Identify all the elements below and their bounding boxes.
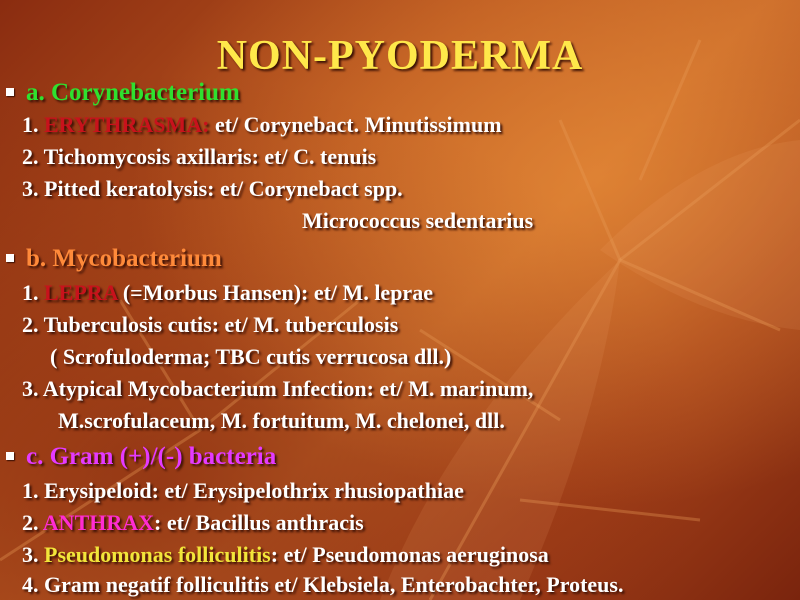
section-a-header-text: a. Corynebacterium <box>26 79 240 106</box>
list-item: 1. ERYTHRASMA: et/ Corynebact. Minutissimum <box>22 112 502 137</box>
list-item-continuation: Micrococcus sedentarius <box>302 208 534 233</box>
list-item-continuation: ( Scrofuloderma; TBC cutis verrucosa dll.) <box>50 344 452 369</box>
list-item: 1. Erysipeloid: et/ Erysipelothrix rhusiopathiae <box>22 478 464 503</box>
list-item: 3. Atypical Mycobacterium Infection: et/ M. marinum, <box>22 376 534 401</box>
section-a-header <box>0 78 240 108</box>
list-item: 2. Tuberculosis cutis: et/ M. tuberculosis <box>22 312 399 337</box>
list-item: 2. ANTHRAX: et/ Bacillus anthracis <box>22 510 364 535</box>
section-b-header-text: b. Mycobacterium <box>26 245 222 272</box>
keyword-erythrasma: ERYTHRASMA: <box>44 112 210 137</box>
list-item-continuation: M.scrofulaceum, M. fortuitum, M. chelonei, dll. <box>58 408 505 433</box>
square-bullet-icon <box>6 452 14 460</box>
list-item: 1. LEPRA (=Morbus Hansen): et/ M. leprae <box>22 280 433 305</box>
list-item: 3. Pitted keratolysis: et/ Corynebact spp. <box>22 176 403 201</box>
section-c-header <box>0 442 276 472</box>
list-item: 4. Gram negatif folliculitis et/ Klebsiela, Enterobachter, Proteus. <box>22 572 624 597</box>
list-item: 3. Pseudomonas folliculitis: et/ Pseudomonas aeruginosa <box>22 542 549 567</box>
section-c-header-text: c. Gram (+)/(-) bacteria <box>26 443 277 470</box>
keyword-pseudomonas-folliculitis: Pseudomonas folliculitis <box>44 542 271 567</box>
section-b-header <box>0 244 222 274</box>
page-title: NON-PYODERMA <box>216 33 584 79</box>
keyword-anthrax: ANTHRAX <box>42 510 155 535</box>
list-item: 2. Tichomycosis axillaris: et/ C. tenuis <box>22 144 377 169</box>
square-bullet-icon <box>6 88 14 96</box>
square-bullet-icon <box>6 254 14 262</box>
keyword-lepra: LEPRA <box>44 280 118 305</box>
